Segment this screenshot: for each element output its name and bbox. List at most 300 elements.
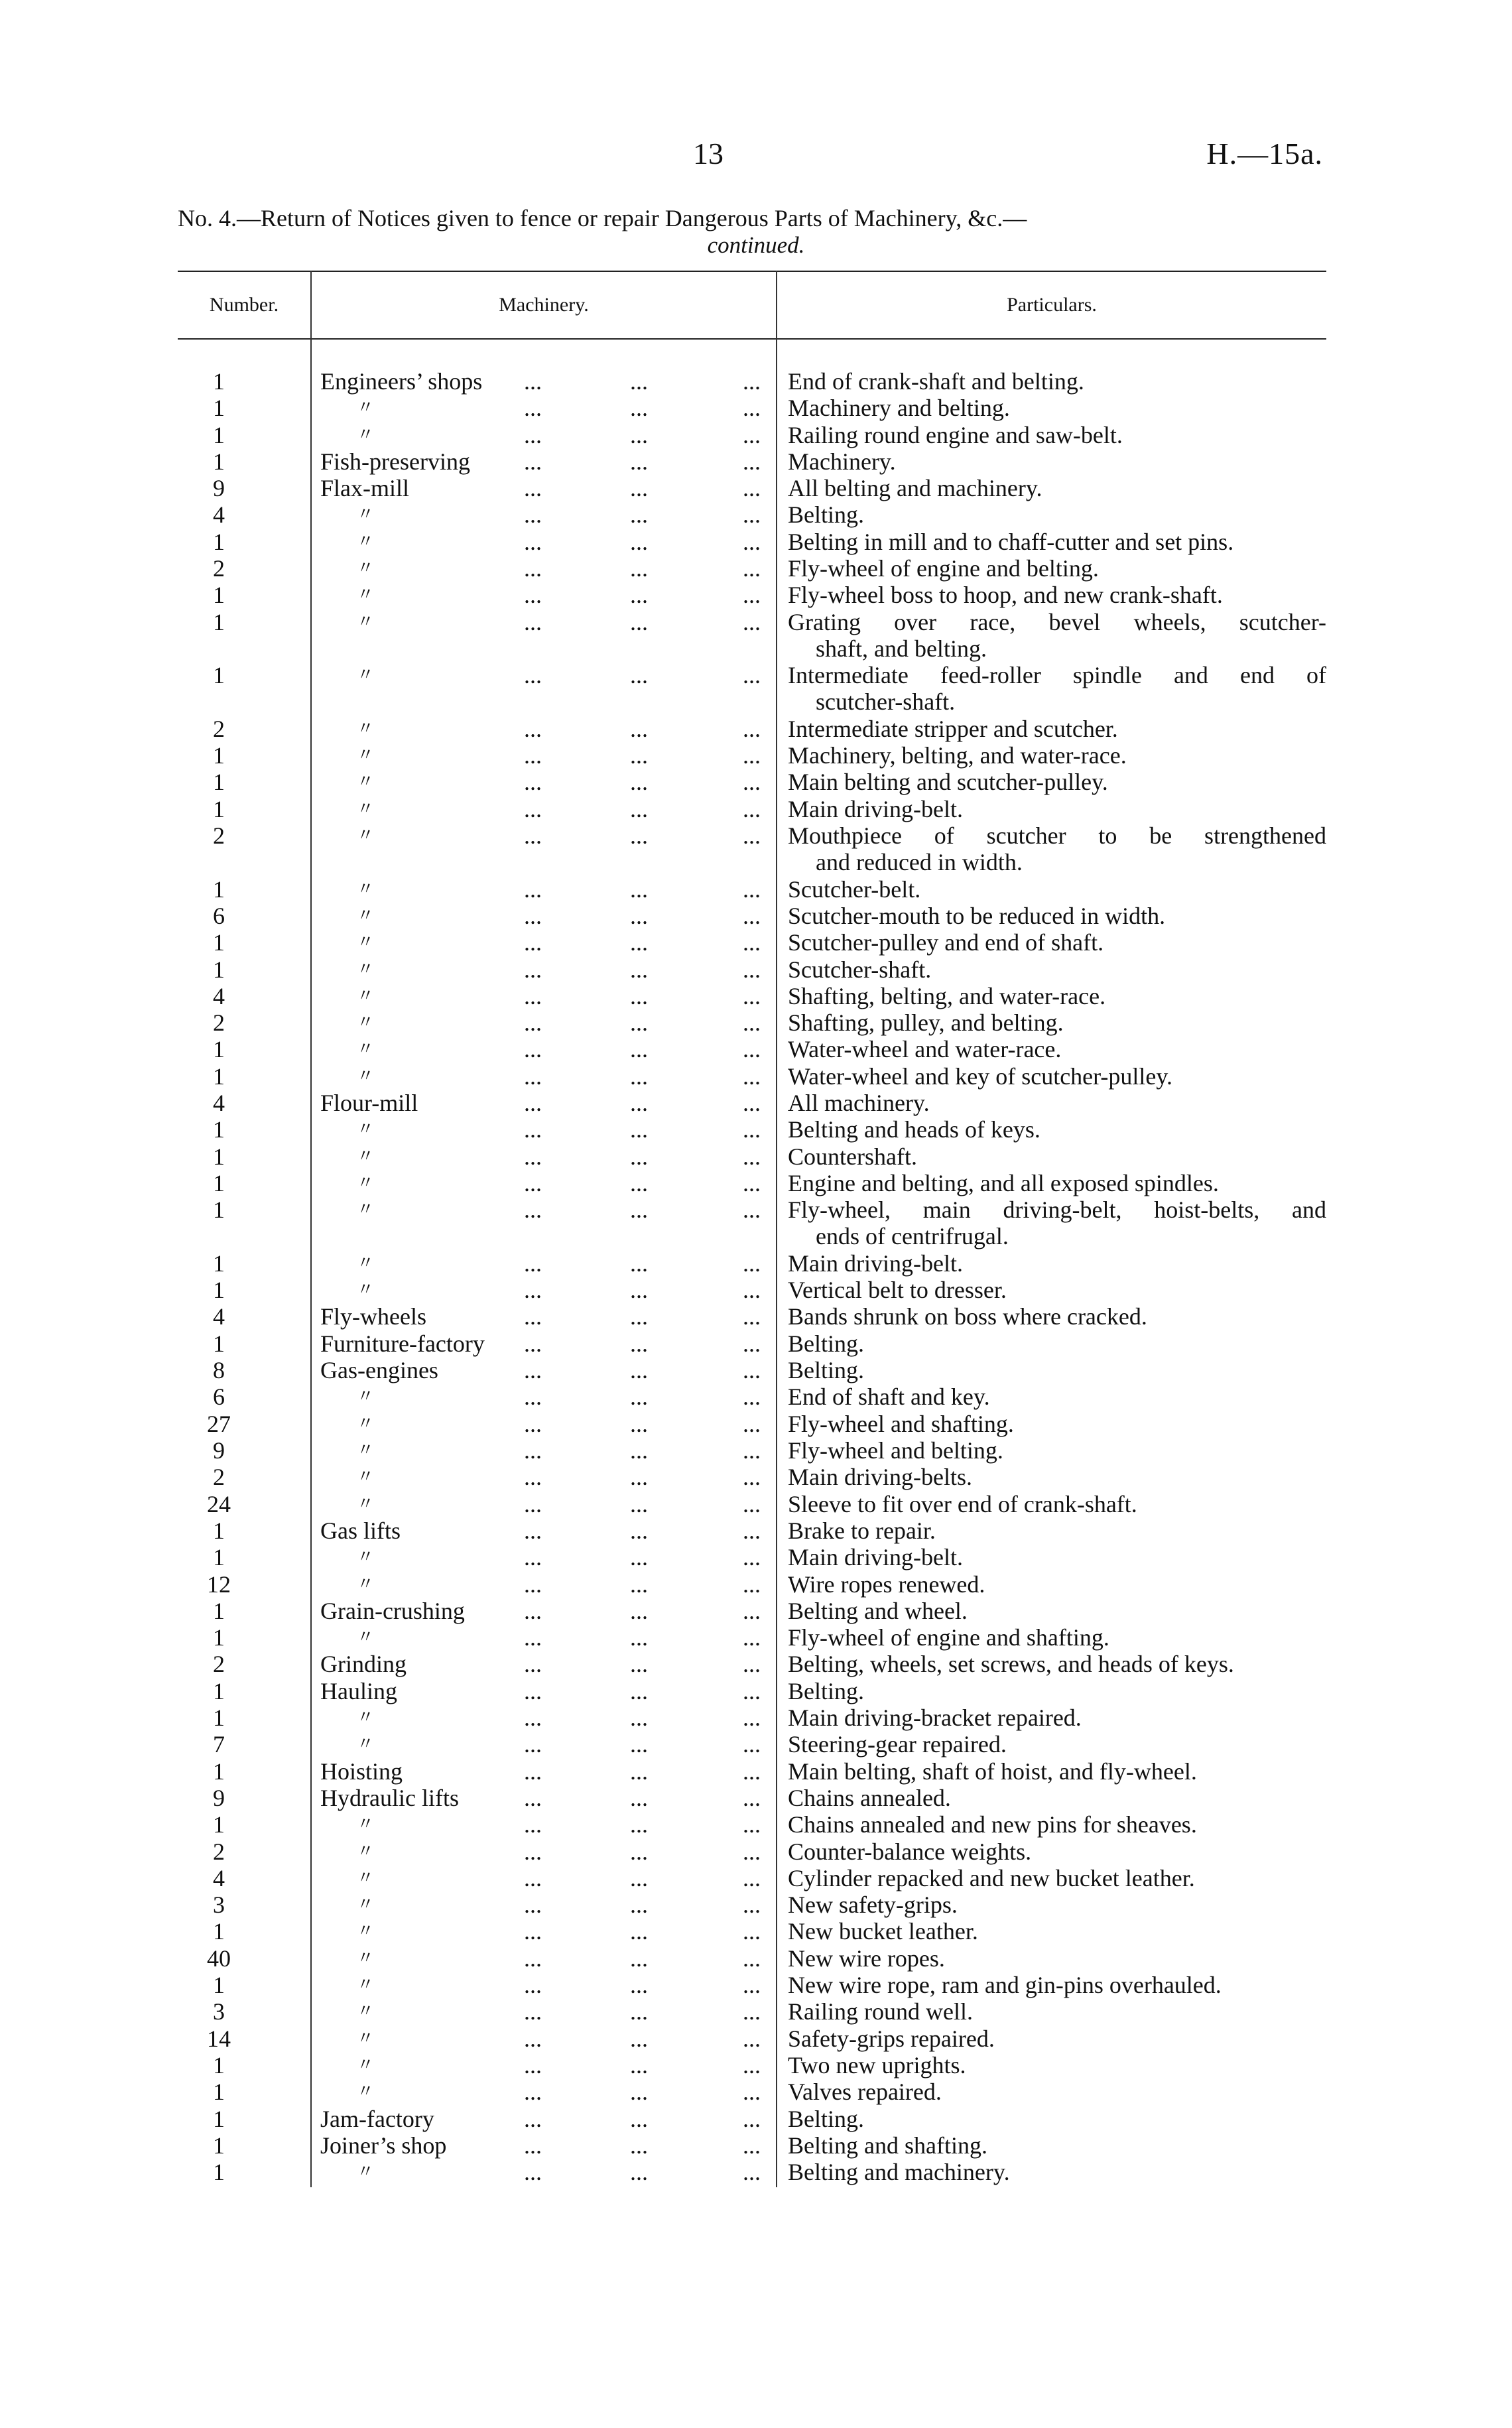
row-number: 4	[213, 1303, 225, 1330]
dot-leader: ...	[524, 1437, 542, 1464]
dot-leader: ...	[743, 582, 761, 608]
dot-leader: ...	[524, 2052, 542, 2078]
dot-leader: ...	[630, 368, 648, 395]
table-row	[0, 662, 1512, 715]
header-top-rule	[178, 271, 1326, 272]
particulars-line: End of shaft and key.	[788, 1383, 990, 1410]
dot-leader: ...	[630, 1491, 648, 1517]
row-number: 1	[213, 662, 225, 688]
dot-leader: ...	[743, 1891, 761, 1918]
dot-leader: ...	[743, 1865, 761, 1891]
dot-leader: ...	[630, 2052, 648, 2078]
table-row	[0, 1143, 1512, 1170]
dot-leader: ...	[743, 1598, 761, 1624]
dot-leader: ...	[743, 1651, 761, 1677]
row-machinery: Fly-wheels	[320, 1303, 426, 1330]
dot-leader: ...	[524, 876, 542, 903]
row-number: 9	[213, 1437, 225, 1464]
dot-leader: ...	[630, 501, 648, 528]
row-number: 1	[213, 529, 225, 555]
row-machinery: Hoisting	[320, 1758, 403, 1785]
dot-leader: ...	[743, 1357, 761, 1383]
row-number: 2	[213, 1464, 225, 1490]
table-row	[0, 1811, 1512, 1838]
particulars-line: Countershaft.	[788, 1143, 917, 1170]
row-machinery: Gas-engines	[320, 1357, 438, 1383]
dot-leader: ...	[630, 1303, 648, 1330]
dot-leader: ...	[524, 1811, 542, 1838]
row-machinery: 〃	[357, 558, 375, 578]
row-number: 6	[213, 903, 225, 929]
dot-leader: ...	[743, 1063, 761, 1090]
dot-leader: ...	[630, 395, 648, 421]
table-row	[0, 1196, 1512, 1249]
particulars-line: End of crank-shaft and belting.	[788, 368, 1084, 395]
particulars-continuation: and reduced in width.	[816, 849, 1023, 875]
particulars-line: Fly-wheel and shafting.	[788, 1411, 1014, 1437]
dot-leader: ...	[524, 716, 542, 742]
dot-leader: ...	[524, 1998, 542, 2025]
row-machinery: 〃	[357, 1921, 375, 1941]
row-machinery: 〃	[357, 772, 375, 791]
particulars-line: Machinery, belting, and water-race.	[788, 742, 1127, 769]
row-number: 6	[213, 1383, 225, 1410]
dot-leader: ...	[524, 1891, 542, 1918]
table-row	[0, 529, 1512, 555]
dot-leader: ...	[743, 555, 761, 582]
dot-leader: ...	[524, 1945, 542, 1972]
row-number: 1	[213, 1063, 225, 1090]
dot-leader: ...	[630, 2132, 648, 2159]
row-number: 7	[213, 1731, 225, 1757]
row-machinery: 〃	[357, 719, 375, 738]
table-row	[0, 742, 1512, 769]
dot-leader: ...	[524, 742, 542, 769]
dot-leader: ...	[630, 1972, 648, 1998]
dot-leader: ...	[524, 1303, 542, 1330]
particulars-line: All belting and machinery.	[788, 475, 1042, 501]
particulars-line: Railing round well.	[788, 1998, 973, 2025]
particulars-line: Main driving-belts.	[788, 1464, 972, 1490]
dot-leader: ...	[524, 1918, 542, 1945]
table-row	[0, 501, 1512, 528]
dot-leader: ...	[630, 1437, 648, 1464]
dot-leader: ...	[524, 1357, 542, 1383]
row-number: 1	[213, 1143, 225, 1170]
dot-leader: ...	[524, 1116, 542, 1143]
dot-leader: ...	[524, 1491, 542, 1517]
dot-leader: ...	[630, 1838, 648, 1865]
row-number: 1	[213, 1277, 225, 1303]
table-row	[0, 1891, 1512, 1918]
dot-leader: ...	[524, 1009, 542, 1036]
table-row	[0, 1651, 1512, 1677]
table-row	[0, 983, 1512, 1009]
row-machinery: 〃	[357, 2055, 375, 2075]
row-number: 1	[213, 1116, 225, 1143]
dot-leader: ...	[524, 1704, 542, 1731]
row-number: 3	[213, 1998, 225, 2025]
table-row	[0, 2052, 1512, 2078]
row-number: 1	[213, 422, 225, 448]
dot-leader: ...	[743, 662, 761, 688]
dot-leader: ...	[524, 395, 542, 421]
row-machinery: 〃	[357, 665, 375, 684]
table-row	[0, 769, 1512, 795]
table-row	[0, 1330, 1512, 1357]
row-machinery: 〃	[357, 1013, 375, 1032]
row-number: 1	[213, 956, 225, 983]
dot-leader: ...	[743, 368, 761, 395]
dot-leader: ...	[630, 742, 648, 769]
particulars-line: Main driving-bracket repaired.	[788, 1704, 1082, 1731]
row-machinery: 〃	[357, 1895, 375, 1914]
dot-leader: ...	[524, 822, 542, 849]
row-number: 2	[213, 716, 225, 742]
dot-leader: ...	[630, 1785, 648, 1811]
particulars-line: Belting.	[788, 1678, 864, 1704]
dot-leader: ...	[524, 1731, 542, 1757]
row-number: 2	[213, 1838, 225, 1865]
row-machinery: Grain-crushing	[320, 1598, 465, 1624]
table-row	[0, 1009, 1512, 1036]
row-machinery: 〃	[357, 1200, 375, 1219]
dot-leader: ...	[743, 1277, 761, 1303]
table-row	[0, 1116, 1512, 1143]
row-number: 1	[213, 2052, 225, 2078]
dot-leader: ...	[630, 1731, 648, 1757]
row-number: 14	[207, 2025, 231, 2052]
particulars-line: Main belting, shaft of hoist, and fly-wheel.	[788, 1758, 1197, 1785]
particulars-line: Cylinder repacked and new bucket leather.	[788, 1865, 1195, 1891]
table-row	[0, 1411, 1512, 1437]
row-number: 12	[207, 1571, 231, 1598]
dot-leader: ...	[524, 983, 542, 1009]
row-number: 1	[213, 1624, 225, 1651]
particulars-line: Main driving-belt.	[788, 1250, 963, 1277]
dot-leader: ...	[630, 956, 648, 983]
dot-leader: ...	[743, 1330, 761, 1357]
dot-leader: ...	[743, 1491, 761, 1517]
particulars-line: Scutcher-pulley and end of shaft.	[788, 929, 1104, 956]
particulars-line: Counter-balance weights.	[788, 1838, 1032, 1865]
dot-leader: ...	[743, 2132, 761, 2159]
row-number: 1	[213, 742, 225, 769]
dot-leader: ...	[743, 1383, 761, 1410]
table-row	[0, 1491, 1512, 1517]
dot-leader: ...	[743, 1116, 761, 1143]
table-row	[0, 876, 1512, 903]
particulars-line: Scutcher-mouth to be reduced in width.	[788, 903, 1166, 929]
table-row	[0, 716, 1512, 742]
row-machinery: Hydraulic lifts	[320, 1785, 459, 1811]
dot-leader: ...	[524, 1330, 542, 1357]
dot-leader: ...	[630, 555, 648, 582]
dot-leader: ...	[743, 1090, 761, 1116]
table-row	[0, 1918, 1512, 1945]
dot-leader: ...	[524, 448, 542, 475]
dot-leader: ...	[630, 422, 648, 448]
particulars-line: Scutcher-shaft.	[788, 956, 932, 983]
dot-leader: ...	[743, 609, 761, 635]
particulars-line: Vertical belt to dresser.	[788, 1277, 1007, 1303]
particulars-line: Water-wheel and key of scutcher-pulley.	[788, 1063, 1173, 1090]
column-header-number: Number.	[209, 294, 279, 316]
dot-leader: ...	[743, 903, 761, 929]
table-row	[0, 822, 1512, 875]
particulars-line: New wire ropes.	[788, 1945, 945, 1972]
row-machinery: 〃	[357, 1574, 375, 1594]
dot-leader: ...	[524, 2025, 542, 2052]
row-number: 1	[213, 1170, 225, 1196]
dot-leader: ...	[524, 1411, 542, 1437]
table-row	[0, 2132, 1512, 2159]
row-machinery: 〃	[357, 1975, 375, 1994]
particulars-line: Belting.	[788, 501, 864, 528]
row-number: 1	[213, 1036, 225, 1062]
particulars-line: New bucket leather.	[788, 1918, 978, 1945]
dot-leader: ...	[630, 929, 648, 956]
dot-leader: ...	[630, 662, 648, 688]
particulars-line: Belting.	[788, 1330, 864, 1357]
dot-leader: ...	[630, 529, 648, 555]
row-machinery: 〃	[357, 1440, 375, 1460]
dot-leader: ...	[743, 796, 761, 822]
dot-leader: ...	[630, 1571, 648, 1598]
dot-leader: ...	[743, 716, 761, 742]
row-machinery: 〃	[357, 1708, 375, 1727]
particulars-line: Belting.	[788, 1357, 864, 1383]
dot-leader: ...	[743, 395, 761, 421]
dot-leader: ...	[630, 876, 648, 903]
row-number: 1	[213, 1330, 225, 1357]
row-machinery: 〃	[357, 932, 375, 952]
particulars-line: Fly-wheel of engine and shafting.	[788, 1624, 1109, 1651]
particulars-line: Engine and belting, and all exposed spindles.	[788, 1170, 1219, 1196]
dot-leader: ...	[630, 1330, 648, 1357]
dot-leader: ...	[743, 1704, 761, 1731]
dot-leader: ...	[743, 983, 761, 1009]
dot-leader: ...	[743, 822, 761, 849]
row-machinery: 〃	[357, 585, 375, 604]
row-number: 1	[213, 1544, 225, 1570]
table-row	[0, 1250, 1512, 1277]
dot-leader: ...	[524, 1865, 542, 1891]
dot-leader: ...	[630, 1250, 648, 1277]
row-number: 24	[207, 1491, 231, 1517]
dot-leader: ...	[630, 1143, 648, 1170]
row-number: 1	[213, 876, 225, 903]
dot-leader: ...	[630, 609, 648, 635]
dot-leader: ...	[524, 1250, 542, 1277]
row-machinery: Flax-mill	[320, 475, 409, 501]
dot-leader: ...	[524, 662, 542, 688]
dot-leader: ...	[743, 1009, 761, 1036]
dot-leader: ...	[743, 1517, 761, 1544]
row-machinery: 〃	[357, 1628, 375, 1647]
row-number: 4	[213, 1865, 225, 1891]
table-row	[0, 368, 1512, 395]
row-number: 1	[213, 448, 225, 475]
particulars-line: Shafting, pulley, and belting.	[788, 1009, 1064, 1036]
dot-leader: ...	[630, 1357, 648, 1383]
dot-leader: ...	[524, 1464, 542, 1490]
row-number: 8	[213, 1357, 225, 1383]
row-number: 1	[213, 769, 225, 795]
table-row	[0, 1678, 1512, 1704]
row-machinery: Jam-factory	[320, 2106, 434, 2132]
particulars-line: Belting.	[788, 2106, 864, 2132]
table-row	[0, 1945, 1512, 1972]
row-machinery: Flour-mill	[320, 1090, 418, 1116]
dot-leader: ...	[524, 1063, 542, 1090]
dot-leader: ...	[630, 1411, 648, 1437]
row-number: 1	[213, 1598, 225, 1624]
dot-leader: ...	[743, 1998, 761, 2025]
dot-leader: ...	[630, 1891, 648, 1918]
dot-leader: ...	[743, 1758, 761, 1785]
table-row	[0, 448, 1512, 475]
row-number: 4	[213, 1090, 225, 1116]
particulars-line: Two new uprights.	[788, 2052, 966, 2078]
table-row	[0, 422, 1512, 448]
table-row	[0, 1544, 1512, 1570]
dot-leader: ...	[743, 1437, 761, 1464]
row-number: 1	[213, 582, 225, 608]
dot-leader: ...	[743, 876, 761, 903]
row-number: 2	[213, 1009, 225, 1036]
dot-leader: ...	[524, 1651, 542, 1677]
table-row	[0, 1357, 1512, 1383]
dot-leader: ...	[743, 1945, 761, 1972]
row-machinery: 〃	[357, 505, 375, 524]
dot-leader: ...	[743, 1143, 761, 1170]
row-number: 1	[213, 929, 225, 956]
dot-leader: ...	[743, 2078, 761, 2105]
row-number: 1	[213, 1972, 225, 1998]
dot-leader: ...	[630, 1945, 648, 1972]
dot-leader: ...	[743, 1811, 761, 1838]
row-machinery: 〃	[357, 425, 375, 444]
dot-leader: ...	[630, 822, 648, 849]
document-reference: H.—15a.	[1206, 137, 1323, 170]
row-machinery: 〃	[357, 826, 375, 845]
dot-leader: ...	[630, 716, 648, 742]
dot-leader: ...	[630, 1918, 648, 1945]
row-number: 1	[213, 609, 225, 635]
dot-leader: ...	[743, 422, 761, 448]
dot-leader: ...	[524, 1196, 542, 1223]
dot-leader: ...	[743, 1036, 761, 1062]
row-number: 1	[213, 395, 225, 421]
dot-leader: ...	[524, 1544, 542, 1570]
dot-leader: ...	[524, 555, 542, 582]
dot-leader: ...	[743, 1624, 761, 1651]
row-number: 1	[213, 1517, 225, 1544]
row-machinery: 〃	[357, 398, 375, 417]
dot-leader: ...	[630, 1598, 648, 1624]
row-number: 40	[207, 1945, 231, 1972]
dot-leader: ...	[524, 2132, 542, 2159]
dot-leader: ...	[630, 475, 648, 501]
row-machinery: 〃	[357, 986, 375, 1005]
particulars-line: Intermediate feed-roller spindle and end of	[788, 662, 1326, 688]
dot-leader: ...	[743, 929, 761, 956]
table-row	[0, 1571, 1512, 1598]
dot-leader: ...	[524, 1624, 542, 1651]
row-number: 1	[213, 2159, 225, 2185]
dot-leader: ...	[630, 1383, 648, 1410]
dot-leader: ...	[630, 2078, 648, 2105]
row-number: 27	[207, 1411, 231, 1437]
row-number: 1	[213, 1196, 225, 1223]
dot-leader: ...	[524, 1383, 542, 1410]
dot-leader: ...	[524, 1758, 542, 1785]
row-number: 1	[213, 1811, 225, 1838]
particulars-line: Machinery and belting.	[788, 395, 1010, 421]
row-machinery: Joiner’s shop	[320, 2132, 447, 2159]
table-row	[0, 1464, 1512, 1490]
dot-leader: ...	[524, 2106, 542, 2132]
dot-leader: ...	[524, 368, 542, 395]
dot-leader: ...	[524, 956, 542, 983]
table-row	[0, 1517, 1512, 1544]
table-row	[0, 1036, 1512, 1062]
table-row	[0, 1865, 1512, 1891]
table-row	[0, 2078, 1512, 2105]
table-row	[0, 1170, 1512, 1196]
dot-leader: ...	[743, 2106, 761, 2132]
particulars-line: Wire ropes renewed.	[788, 1571, 985, 1598]
dot-leader: ...	[524, 1170, 542, 1196]
dot-leader: ...	[524, 2078, 542, 2105]
dot-leader: ...	[630, 1704, 648, 1731]
row-machinery: 〃	[357, 532, 375, 551]
dot-leader: ...	[524, 1277, 542, 1303]
dot-leader: ...	[524, 1517, 542, 1544]
dot-leader: ...	[630, 1009, 648, 1036]
dot-leader: ...	[743, 742, 761, 769]
dot-leader: ...	[743, 1571, 761, 1598]
particulars-line: Mouthpiece of scutcher to be strengthened	[788, 822, 1326, 849]
row-machinery: 〃	[357, 612, 375, 631]
dot-leader: ...	[524, 769, 542, 795]
dot-leader: ...	[630, 1090, 648, 1116]
particulars-line: Bands shrunk on boss where cracked.	[788, 1303, 1147, 1330]
table-row	[0, 903, 1512, 929]
row-number: 1	[213, 1704, 225, 1731]
row-machinery: 〃	[357, 1414, 375, 1433]
particulars-continuation: scutcher-shaft.	[816, 688, 956, 715]
dot-leader: ...	[524, 582, 542, 608]
row-machinery: 〃	[357, 1253, 375, 1273]
table-row	[0, 395, 1512, 421]
particulars-line: Railing round engine and saw-belt.	[788, 422, 1123, 448]
row-number: 1	[213, 796, 225, 822]
dot-leader: ...	[743, 1838, 761, 1865]
table-row	[0, 2106, 1512, 2132]
particulars-line: New safety-grips.	[788, 1891, 958, 1918]
row-machinery: Grinding	[320, 1651, 407, 1677]
dot-leader: ...	[630, 1651, 648, 1677]
dot-leader: ...	[630, 1196, 648, 1223]
row-number: 1	[213, 1758, 225, 1785]
particulars-line: Main driving-belt.	[788, 1544, 963, 1570]
dot-leader: ...	[524, 796, 542, 822]
row-machinery: 〃	[357, 1842, 375, 1861]
dot-leader: ...	[630, 796, 648, 822]
dot-leader: ...	[630, 1464, 648, 1490]
